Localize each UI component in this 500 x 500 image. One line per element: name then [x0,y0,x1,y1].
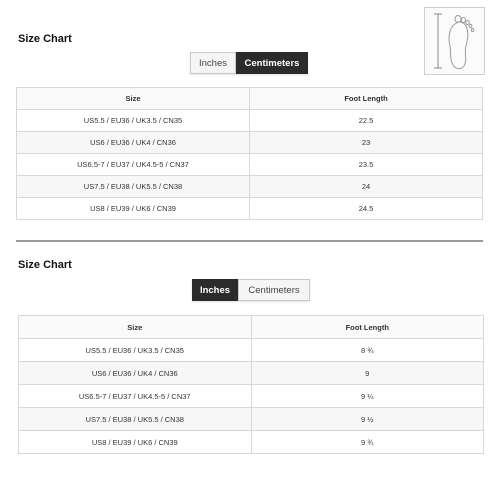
size-chart-title: Size Chart [18,259,72,271]
size-table [18,315,484,454]
size-column-header: Size [17,88,250,110]
table-row [17,110,483,132]
size-cell: US5.5 / EU36 / UK3.5 / CN35 [17,110,250,132]
foot-length-cell: 22.5 [250,110,483,132]
table-row [17,154,483,176]
size-cell: US6.5-7 / EU37 / UK4.5-5 / CN37 [19,385,252,408]
size-cell: US6 / EU36 / UK4 / CN36 [17,132,250,154]
table-row [17,176,483,198]
size-column-header: Size [19,316,252,339]
size-cell: US8 / EU39 / UK6 / CN39 [17,198,250,220]
foot-length-cell: 24 [250,176,483,198]
table-row [19,408,484,431]
foot-length-cell: 9 ½ [251,408,484,431]
table-row [19,431,484,454]
size-cell: US6 / EU36 / UK4 / CN36 [19,362,252,385]
foot-length-cell: 9 ¾ [251,431,484,454]
foot-length-cell: 24.5 [250,198,483,220]
table-row [19,362,484,385]
inches-button[interactable]: Inches [190,52,236,74]
size-cell: US7.5 / EU38 / UK5.5 / CN38 [19,408,252,431]
foot-length-cell: 9 ¼ [251,385,484,408]
foot-measure-icon [424,7,485,75]
table-row [19,339,484,362]
size-cell: US8 / EU39 / UK6 / CN39 [19,431,252,454]
size-cell: US5.5 / EU36 / UK3.5 / CN35 [19,339,252,362]
size-table [16,87,483,220]
size-cell: US7.5 / EU38 / UK5.5 / CN38 [17,176,250,198]
foot-length-column-header: Foot Length [250,88,483,110]
foot-length-column-header: Foot Length [251,316,484,339]
foot-length-cell: 9 [251,362,484,385]
size-chart-title: Size Chart [18,33,72,45]
centimeters-button[interactable]: Centimeters [238,279,310,301]
table-row [17,132,483,154]
table-header-row [17,88,483,110]
foot-length-cell: 8 ¾ [251,339,484,362]
foot-length-cell: 23.5 [250,154,483,176]
size-cell: US6.5-7 / EU37 / UK4.5-5 / CN37 [17,154,250,176]
table-row [17,198,483,220]
unit-toggle [190,52,308,74]
centimeters-button[interactable]: Centimeters [236,52,308,74]
section-divider [16,240,483,242]
table-header-row [19,316,484,339]
table-row [19,385,484,408]
unit-toggle [192,279,310,301]
inches-button[interactable]: Inches [192,279,238,301]
foot-length-cell: 23 [250,132,483,154]
